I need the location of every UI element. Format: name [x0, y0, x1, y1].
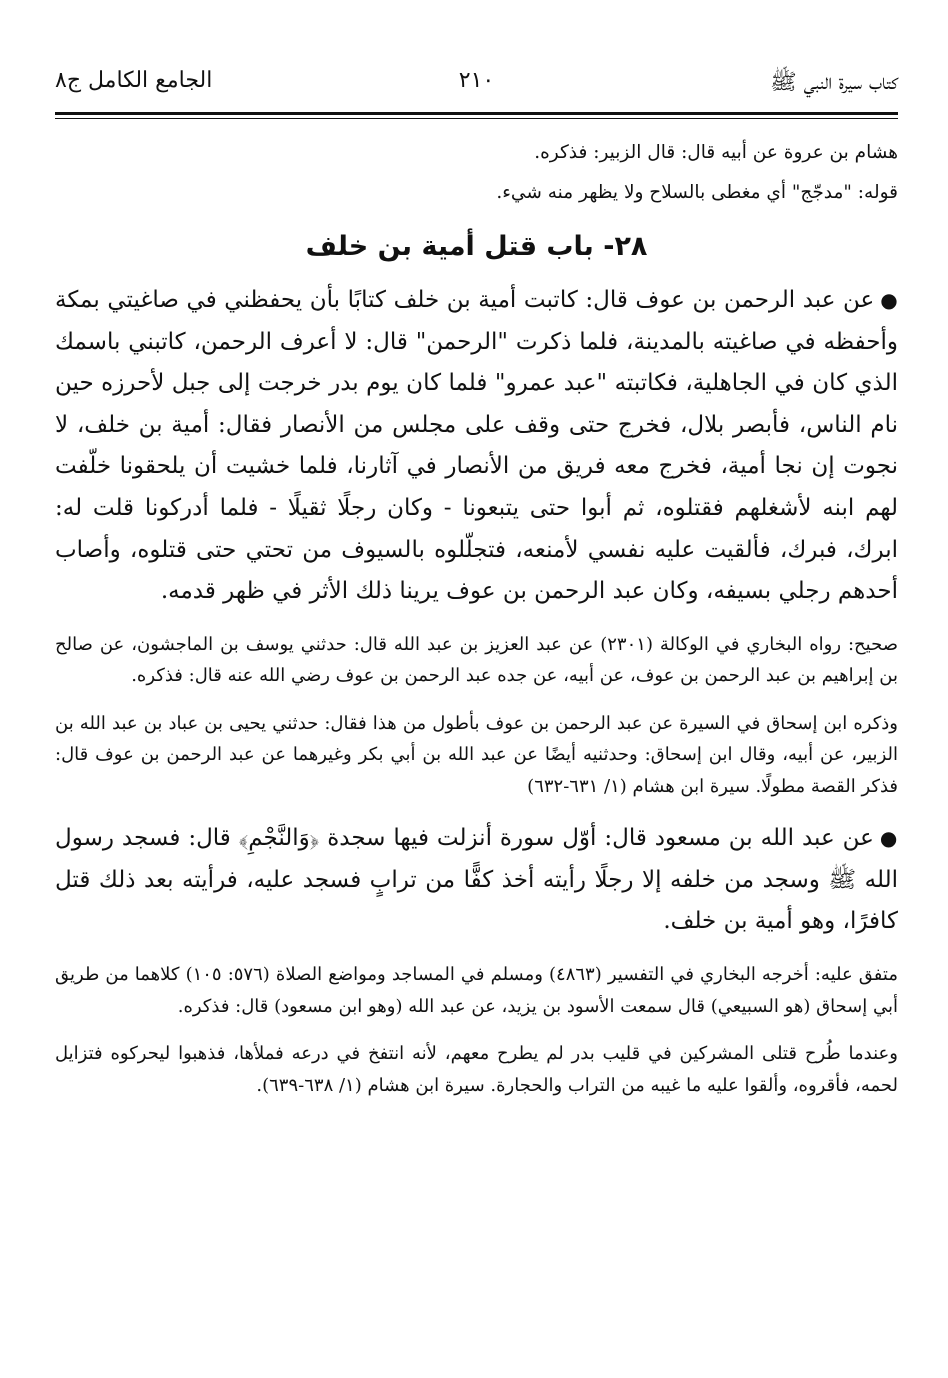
hadith-paragraph-2	[55, 818, 898, 943]
page-header	[55, 58, 898, 112]
hadith-text-1: عن عبد الرحمن بن عوف قال: كاتبت أمية بن خلف كتابًا بأن يحفظني في صاغيتي بمكة وأحفظه في صاغيته بالمدينة، فلما ذكرت "الرحمن" قال: لا أعرف الرحمن، كاتبني باسمك الذي كان في الجاهلية، فكاتبته "عبد عمرو" فلما كان يوم بدر خرجت إلى جبل لأحرزه حين نام الناس، فأبصر بلال، فخرج حتى وقف على مجلس من الأنصار فقال: أمية بن خلف، لا نجوت إن نجا أمية، فخرج معه فريق من الأنصار في آثارنا، فلما خشيت أن يلحقونا خلّفت لهم ابنه لأشغلهم فقتلوه، ثم أبوا حتى يتبعونا - وكان رجلًا ثقيلًا - فلما أدركونا قلت له: ابرك، فبرك، فألقيت عليه نفسي لأمنعه، فتجلّلوه بالسيوف من تحتي حتى قتلوه، وأصاب أحدهم رجلي بسيفه، وكان عبد الرحمن بن عوف يرينا ذلك الأثر في ظهر قدمه.	[55, 287, 898, 605]
chapter-heading: ٢٨- باب قتل أمية بن خلف	[305, 231, 648, 262]
header-rule-thin	[55, 118, 898, 119]
volume-title: الجامع الكامل ج٨	[55, 68, 213, 93]
footnote-sirah-1: وذكره ابن إسحاق في السيرة عن عبد الرحمن بن عوف بأطول من هذا فقال: حدثني يحيى بن عباد بن عبد الله بن الزبير، عن أبيه، وقال ابن إسحاق: وحدثنيه أيضًا عن عبد الله بن أبي بكر وغيرهما عن عبد الرحمن بن عوف قال: فذكر القصة مطولًا. سيرة ابن هشام (١/ ٦٣١-٦٣٢)	[55, 712, 898, 797]
footnote-takhrij-1: صحيح: رواه البخاري في الوكالة (٢٣٠١) عن عبد العزيز بن عبد الله قال: حدثني يوسف بن الماجشون، عن صالح بن إبراهيم بن عبد الرحمن بن عوف، عن أبيه، عن جده عبد الرحمن بن عوف رضي الله عنه قال: فذكره.	[55, 633, 898, 687]
paragraph-continuation: هشام بن عروة عن أبيه قال: قال الزبير: فذكره.	[534, 142, 898, 163]
page-body	[55, 137, 898, 1101]
header-rule-thick	[55, 112, 898, 115]
footnote-sirah-2: وعندما طُرح قتلى المشركين في قليب بدر لم يطرح معهم، لأنه انتفخ في درعه فملأها، فذهبوا ليحركوه فتزايل لحمه، فأقروه، وألقوا عليه ما غيبه من التراب والحجارة. سيرة ابن هشام (١/ ٦٣٨-٦٣٩).	[55, 1043, 898, 1096]
paragraph-definition: قوله: "مدجّج" أي مغطى بالسلاح ولا يظهر منه شيء.	[496, 182, 898, 203]
bullet-icon: ●	[880, 288, 899, 312]
book-title: كتاب سيرة النبي ﷺ	[770, 70, 898, 95]
bullet-icon: ●	[879, 826, 899, 851]
footnote-takhrij-2: متفق عليه: أخرجه البخاري في التفسير (٤٨٦٣) ومسلم في المساجد ومواضع الصلاة (٥٧٦: ١٠٥) كلاهما من طريق أبي إسحاق (هو السبيعي) قال سمعت الأسود بن يزيد، عن عبد الله (وهو ابن مسعود) قال: فذكره.	[55, 964, 898, 1017]
page-number: ٢١٠	[458, 68, 495, 93]
book-page	[55, 58, 898, 1111]
hadith-paragraph-1	[55, 280, 898, 613]
hadith-text-2: عن عبد الله بن مسعود قال: أوّل سورة أنزلت فيها سجدة ﴿وَالنَّجْمِ﴾ قال: فسجد رسول الله ﷺ وسجد من خلفه إلا رجلًا رأيته أخذ كفًّا من ترابٍ فسجد عليه، فرأيته بعد ذلك قتل كافرًا، وهو أمية بن خلف.	[55, 825, 898, 935]
